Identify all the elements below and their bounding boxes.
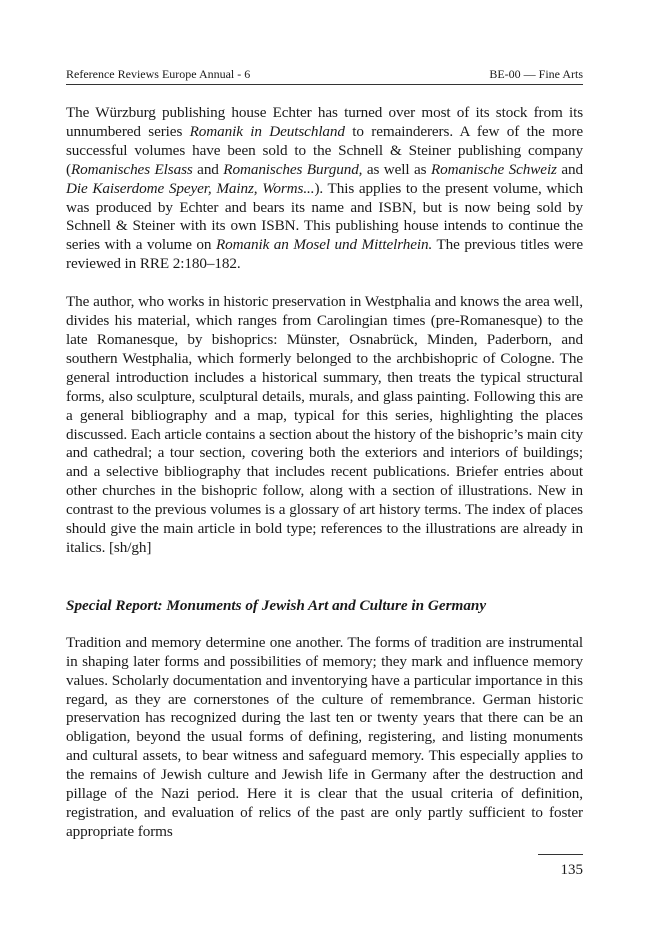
text-run: and — [192, 160, 224, 178]
running-header — [66, 64, 583, 85]
review-paragraph-1 — [66, 104, 583, 274]
article-body — [66, 104, 583, 842]
italic-title: Romanik in Deutschland — [189, 122, 345, 140]
text-run: ). This applies to the present volume, which was produced by Echter and bears its name and ISBN, but is now being sold by Schnell & Steiner with its own ISBN. This publishing house intends to continue the series with a volume on — [66, 179, 583, 254]
text-run: The previous titles were reviewed in RRE 2:180–182. — [66, 236, 584, 273]
italic-title: Romanische Schweiz — [430, 160, 557, 178]
italic-title: Die Kaiserdome Speyer, Mainz, Worms... — [66, 179, 315, 197]
text-run: The Würzburg publishing house Echter has turned over most of its stock from its unnumbered series — [66, 104, 583, 140]
italic-title: Romanik an Mosel und Mittelrhein. — [215, 236, 433, 254]
review-paragraph-2: The author, who works in historic preservation in Westphalia and knows the area well, divides his material, which ranges from Carolingian times (pre-Romanesque) to the late Romanesque, by bishoprics: Münster, Osnabrück, Minden, Paderborn, and southern Westphalia, which formerly belonged to the archbishopric of Cologne. The general introduction includes a historical summary, then treats the typical structural forms, also sculpture, sculptural details, murals, and glass painting. Following this are a general bibliography and a map, typical for this series, highlighting the places discussed. Each article contains a section about the history of the bishopric’s main city and cathedral; a tour section, covering both the exteriors and interiors of buildings; and a selective bibliography that includes recent publications. Briefer entries about other churches in the bishopric follow, along with a section of illustrations. New in contrast to the previous volumes is a glossary of art history terms. The index of places should give the main article in bold type; references to the illustrations are already in italics. [sh/gh] — [66, 293, 583, 556]
italic-title: Romanisches Burgund, — [223, 160, 363, 178]
page-number: 135 — [538, 854, 583, 879]
section-label: BE-00 — Fine Arts — [489, 67, 583, 81]
italic-title: Romanisches Elsass — [70, 160, 193, 178]
special-report-title: Special Report: Monuments of Jewish Art and Culture in Germany — [66, 596, 487, 614]
journal-title: Reference Reviews Europe Annual - 6 — [66, 67, 251, 81]
document-page — [66, 0, 583, 940]
text-run: to remainderers. A few of the more successful volumes have been sold to the Schnell & Steiner publishing company ( — [66, 122, 583, 178]
special-report-paragraph: Tradition and memory determine one another. The forms of tradition are instrumental in shaping later forms and possibilities of memory; they mark and influence memory values. Scholarly documentation and inventorying have a particular importance in this regard, as they are cornerstones of the culture of remembrance. German historic preservation has recognized during the last ten or twenty years that there can be an obligation, beyond the usual forms of defining, registering, and listing monuments and cultural assets, to bear witness and safeguard memory. This especially applies to the remains of Jewish culture and Jewish life in Germany after the destruction and pillage of the Nazi period. Here it is clear that the usual criteria of definition, registration, and evaluation of relics of the past are only partly sufficient to foster appropriate forms — [66, 633, 583, 840]
text-run: and — [556, 160, 583, 178]
text-run: as well as — [362, 160, 431, 178]
